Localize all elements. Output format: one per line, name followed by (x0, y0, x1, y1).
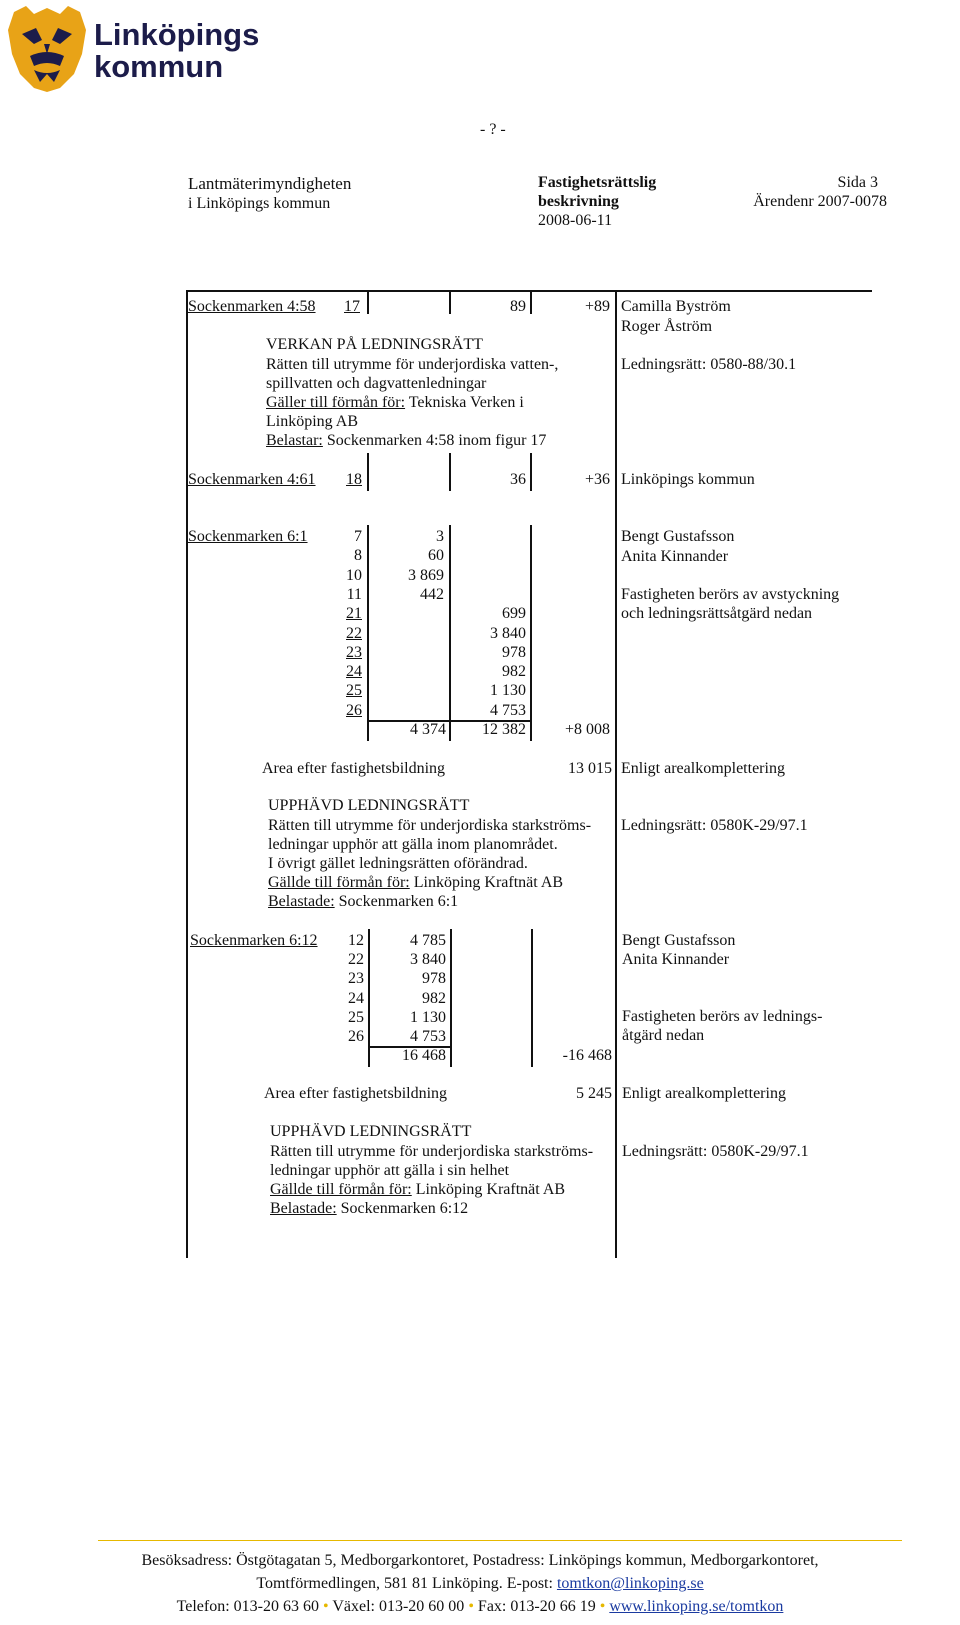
s3-figure-cell: 22 (346, 624, 362, 642)
s1-burden (266, 431, 546, 451)
table-top-rule (186, 290, 872, 292)
s1-benefit-value: Tekniska Verken i (405, 394, 524, 411)
s4-right: Ledningsrätt: 0580K-29/97.1 (622, 1143, 809, 1160)
s3-property-name: Sockenmarken 6:1 (188, 528, 308, 545)
s4-figure-cell: 23 (348, 970, 364, 988)
s3-note2: och ledningsrättsåtgärd nedan (621, 605, 813, 622)
s4-area-cell: 4 785 (410, 932, 446, 949)
s4-heading: UPPHÄVD LEDNINGSRÄTT (270, 1123, 472, 1140)
s4-area-note: Enligt arealkomplettering (622, 1085, 786, 1102)
s3-area-cell: 3 869 (408, 566, 444, 584)
s3-heading: UPPHÄVD LEDNINGSRÄTT (268, 797, 470, 814)
s1-col-rule (367, 290, 369, 314)
s3-figure-cell: 23 (346, 643, 362, 661)
case-number: Ärendenr 2007-0078 (753, 193, 887, 210)
doc-type-line1: Fastighetsrättslig (538, 174, 657, 191)
s3-figure-cell: 10 (346, 566, 362, 584)
authority-line1: Lantmäterimyndigheten (188, 174, 352, 193)
s1-change: +89 (584, 298, 610, 315)
s3-col-rule (530, 525, 532, 741)
s3-sum2: 12 382 (482, 721, 526, 738)
s1-owner2: Roger Åström (621, 318, 713, 335)
s3-figure-cell: 24 (346, 663, 362, 681)
s4-benefit (270, 1180, 565, 1200)
s1-right: Ledningsrätt: 0580-88/30.1 (621, 356, 797, 373)
s4-note2: åtgärd nedan (622, 1027, 705, 1044)
s4-area-cell: 4 753 (410, 1028, 446, 1045)
doc-date: 2008-06-11 (538, 212, 613, 229)
authority-line2: i Linköpings kommun (188, 195, 331, 212)
s2-property-name: Sockenmarken 4:61 (188, 471, 316, 488)
s2-owner: Linköpings kommun (621, 471, 755, 488)
footer-line3 (0, 1595, 960, 1618)
s3-note1: Fastigheten berörs av avstyckning (621, 586, 840, 603)
s2-col-rule (449, 453, 451, 491)
s1-burden-value: Sockenmarken 4:58 inom figur 17 (322, 432, 547, 449)
table-left-rule (186, 290, 188, 1258)
s3-area-cell: 4 753 (490, 701, 526, 719)
logo-text-line1: Linköpings (94, 17, 260, 52)
footer-fax: Fax: 013-20 66 19 (477, 1598, 596, 1615)
s4-property-name: Sockenmarken 6:12 (190, 932, 318, 949)
s3-sum1: 4 374 (410, 721, 446, 738)
footer-web-link[interactable]: www.linkoping.se/tomtkon (609, 1598, 784, 1615)
footer-line1: Besöksadress: Östgötagatan 5, Medborgarkontoret, Postadress: Linköpings kommun, Medborgarkontoret, (141, 1552, 819, 1569)
s4-figure-cell: 12 (348, 932, 364, 949)
s3-right: Ledningsrätt: 0580K-29/97.1 (621, 817, 808, 834)
page-mark: - ? - (480, 121, 506, 138)
s4-area-cell: 982 (422, 989, 446, 1007)
s3-area-cell: 442 (420, 585, 444, 603)
logo (4, 4, 284, 94)
s4-area-label: Area efter fastighetsbildning (264, 1085, 448, 1102)
s1-property-name: Sockenmarken 4:58 (188, 298, 316, 315)
s4-owner2: Anita Kinnander (622, 951, 730, 968)
s4-benefit-label: Gällde till förmån för: (270, 1181, 412, 1198)
s1-owner1: Camilla Byström (621, 298, 731, 315)
s2-change: +36 (584, 471, 610, 488)
s3-area-label: Area efter fastighetsbildning (262, 760, 446, 777)
s1-col-rule (449, 290, 451, 314)
s3-area-cell: 3 (436, 528, 444, 545)
s4-burden-value: Sockenmarken 6:12 (336, 1200, 469, 1217)
s4-area-value: 5 245 (576, 1085, 612, 1102)
s3-area-note: Enligt arealkomplettering (621, 760, 785, 777)
s4-figure-cell: 25 (348, 1008, 364, 1026)
s4-text2: ledningar upphör att gälla i sin helhet (270, 1162, 510, 1179)
footer-line2-prefix: Tomtförmedlingen, 581 81 Linköping. E-post: (256, 1575, 557, 1592)
s3-burden-label: Belastade: (268, 893, 335, 910)
footer-separator: • (323, 1598, 329, 1615)
s4-figure-cell: 24 (348, 989, 364, 1007)
s3-figure-cell: 7 (354, 528, 362, 545)
s4-area-cell: 1 130 (410, 1008, 446, 1026)
s2-area: 36 (510, 471, 526, 488)
s3-benefit-label: Gällde till förmån för: (268, 874, 410, 891)
s1-area: 89 (510, 298, 526, 315)
lion-crest-icon (4, 4, 90, 92)
s3-benefit (268, 873, 563, 893)
s4-text1: Rätten till utrymme för underjordiska starkströms- (270, 1143, 594, 1160)
s3-text2: ledningar upphör att gälla inom planområdet. (268, 836, 558, 853)
s4-burden-label: Belastade: (270, 1200, 337, 1217)
footer-email-link[interactable]: tomtkon@linkoping.se (556, 1575, 704, 1592)
s1-burden-label: Belastar: (266, 432, 323, 449)
s4-area-cell: 3 840 (410, 951, 446, 969)
footer-line2 (0, 1572, 960, 1595)
s3-figure-cell: 25 (346, 682, 362, 700)
s3-area-cell: 60 (428, 547, 444, 565)
s3-figure-cell: 8 (354, 547, 362, 565)
s3-area-value: 13 015 (568, 760, 612, 777)
s3-benefit-value: Linköping Kraftnät AB (409, 874, 564, 891)
s3-burden (268, 892, 458, 912)
s4-change: -16 468 (562, 1047, 612, 1064)
s4-col-rule (531, 929, 533, 1067)
s4-note1: Fastigheten berörs av lednings- (622, 1008, 823, 1025)
s4-benefit-value: Linköping Kraftnät AB (411, 1181, 566, 1198)
s3-area-cell: 3 840 (490, 624, 526, 642)
s3-text1: Rätten till utrymme för underjordiska starkströms- (268, 817, 592, 834)
s4-area-cell: 978 (422, 970, 446, 988)
footer-switchboard: Växel: 013-20 60 00 (332, 1598, 465, 1615)
s3-col-rule (449, 525, 451, 741)
s3-col-rule (367, 525, 369, 741)
s3-burden-value: Sockenmarken 6:1 (334, 893, 459, 910)
s1-figure: 17 (344, 298, 360, 315)
s3-area-cell: 1 130 (490, 682, 526, 700)
s3-figure-cell: 26 (346, 701, 362, 719)
s1-text2: spillvatten och dagvattenledningar (266, 375, 487, 392)
s3-area-cell: 978 (502, 643, 526, 661)
s1-col-rule (530, 290, 532, 314)
doc-type-line2: beskrivning (538, 193, 619, 210)
logo-text-line2: kommun (94, 49, 224, 84)
footer-rule (98, 1540, 902, 1541)
s3-area-cell: 699 (502, 605, 526, 623)
footer-separator: • (599, 1598, 606, 1615)
s1-benefit (266, 393, 524, 413)
s3-owner2: Anita Kinnander (621, 548, 729, 565)
s2-col-rule (367, 453, 369, 491)
s3-figure-cell: 21 (346, 605, 362, 623)
s4-figure-cell: 26 (348, 1028, 364, 1045)
s4-owner1: Bengt Gustafsson (622, 932, 736, 949)
s3-text3: I övrigt gället ledningsrätten oförändrad. (268, 855, 528, 872)
s1-benefit-label: Gäller till förmån för: (266, 394, 406, 411)
footer-phone: Telefon: 013-20 63 60 (176, 1598, 319, 1615)
s3-area-cell: 982 (502, 663, 526, 681)
s4-sum1: 16 468 (402, 1047, 446, 1064)
s4-figure-cell: 22 (348, 951, 364, 969)
s1-text1: Rätten till utrymme för underjordiska vatten-, (266, 356, 559, 373)
s3-change: +8 008 (564, 721, 610, 738)
table-right-rule (615, 290, 617, 1258)
footer-separator: • (468, 1598, 474, 1615)
s3-figure-cell: 11 (346, 585, 362, 603)
s2-figure: 18 (346, 471, 362, 488)
page-number: Sida 3 (837, 174, 878, 191)
s2-col-rule (530, 453, 532, 491)
s1-heading: VERKAN PÅ LEDNINGSRÄTT (266, 336, 483, 353)
s4-burden (270, 1199, 468, 1219)
s3-owner1: Bengt Gustafsson (621, 528, 735, 545)
s1-benefit-cont: Linköping AB (266, 413, 359, 430)
